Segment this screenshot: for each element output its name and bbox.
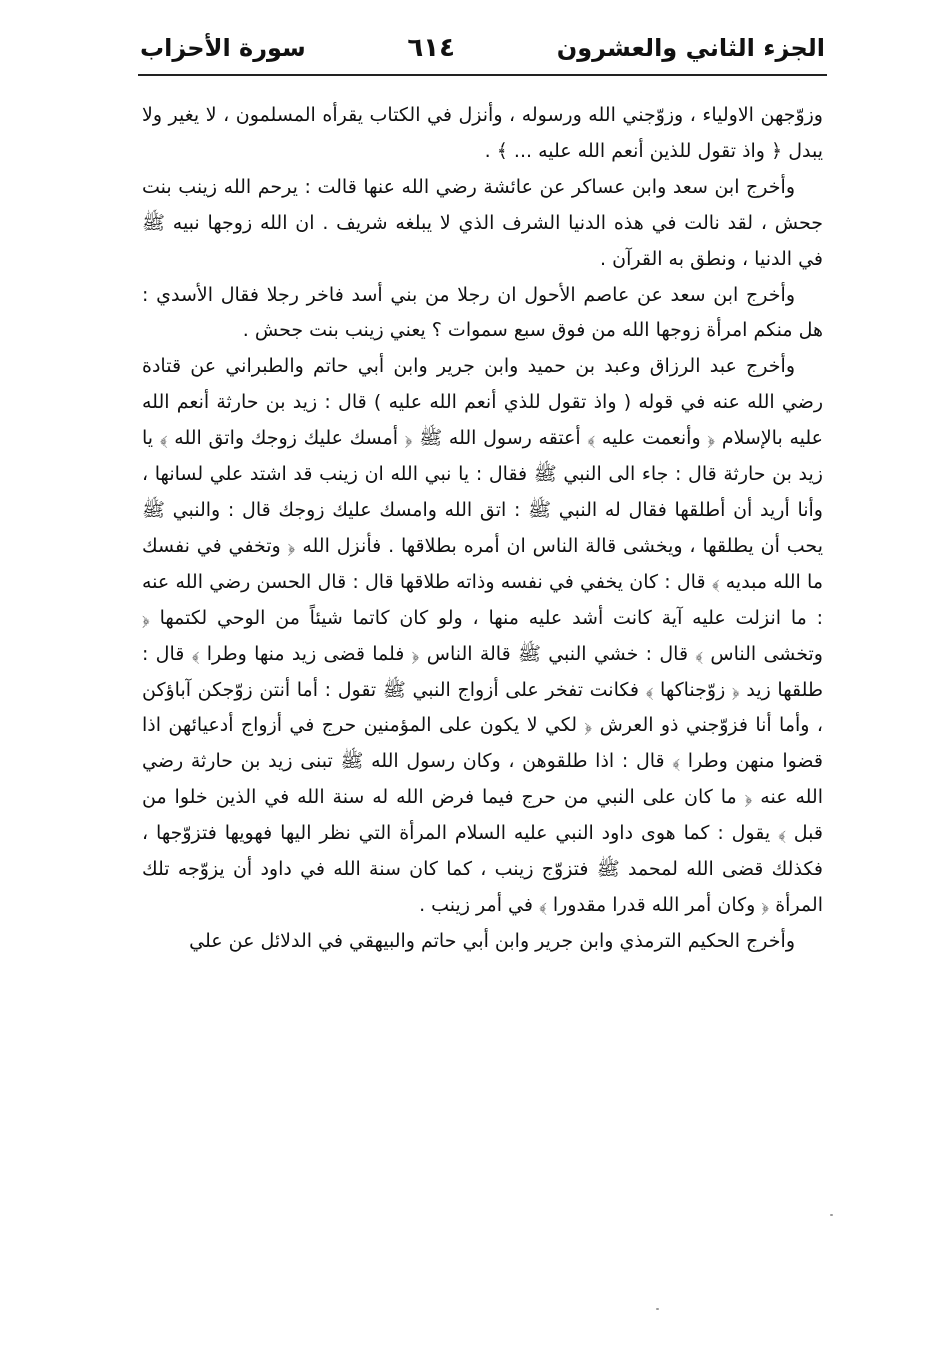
surah-title: سورة الأحزاب [140,34,306,62]
scan-speck [656,1308,659,1310]
paragraph: وأخرج ابن سعد عن عاصم الأحول ان رجلا من بني أسد فاخر رجلا فقال الأسدي : هل منكم امرأة زوجها الله من فوق سبع سموات ؟ يعني زينب بنت جحش . [142,283,823,342]
paragraph: وأخرج ابن سعد وابن عساكر عن عائشة رضي الله عنها قالت : يرحم الله زينب بنت جحش ، لقد نالت في هذه الدنيا الشرف الذي لا يبلغه شريف . ان الله زوجها نبيه ﷺ في الدنيا ، ونطق به القرآن . [142,175,823,270]
paragraph: وأخرج عبد الرزاق وعبد بن حميد وابن جرير وابن أبي حاتم والطبراني عن قتادة رضي الله عنه في قوله ( واذ تقول للذي أنعم الله عليه ) قال : زيد بن حارثة أنعم الله عليه بالإسلام ﴿ وأنعمت عليه ﴾ أعتقه رسول الله ﷺ ﴿ أمسك عليك زوجك واتق الله ﴾ يا زيد بن حارثة قال : جاء الى النبي ﷺ فقال : يا نبي الله ان زينب قد اشتد علي لسانها ، وأنا أريد أن أطلقها فقال له النبي ﷺ : اتق الله وامسك عليك زوجك قال : والنبي ﷺ يحب أن يطلقها ، ويخشى قالة الناس ان أمره بطلاقها . فأنزل الله ﴿ وتخفي في نفسك ما الله مبديه ﴾ قال : كان يخفي في نفسه وذاته طلاقها قال : قال الحسن رضي الله عنه : ما انزلت عليه آية كانت أشد عليه منها ، ولو كان كاتما شيئاً من الوحي لكتمها ﴿ وتخشى الناس ﴾ قال : خشي النبي ﷺ قالة الناس ﴿ فلما قضى زيد منها وطرا ﴾ قال : طلقها زيد ﴿ زوّجناكها ﴾ فكانت تفخر على أزواج النبي ﷺ تقول : أما أنتن زوّجكن آباؤكن ، وأما أنا فزوّجني ذو العرش ﴿ لكي لا يكون على المؤمنين حرج في أزواج أدعيائهن اذا قضوا منهن وطرا ﴾ قال : اذا طلقوهن ، وكان رسول الله ﷺ تبنى زيد بن حارثة رضي الله عنه ﴿ ما كان على النبي من حرج فيما فرض الله له سنة الله في الذين خلوا من قبل ﴾ يقول : كما هوى داود النبي عليه السلام المرأة التي نظر اليها فهويها فتزوّجها ، فكذلك قضى الله لمحمد ﷺ فتزوّج زينب ، كما كان سنة الله في داود أن يزوّجه تلك المرأة ﴿ وكان أمر الله قدرا مقدورا ﴾ في أمر زينب . [142,355,823,916]
juz-title: الجزء الثاني والعشرون [556,34,825,62]
page-header [140,26,825,70]
page-number: ٦١٤ [407,33,456,63]
scan-speck [830,1214,833,1216]
paragraph: وأخرج الحكيم الترمذي وابن جرير وابن أبي حاتم والبيهقي في الدلائل عن علي [189,929,795,952]
page-body [142,98,823,960]
paragraph-continuation: وزوّجهن الاولياء ، وزوّجني الله ورسوله ، وأنزل في الكتاب يقرأه المسلمون ، لا يغير ولا يبدل ﴿ واذ تقول للذين أنعم الله عليه ... ﴾ . [142,104,823,162]
header-divider [138,74,827,76]
